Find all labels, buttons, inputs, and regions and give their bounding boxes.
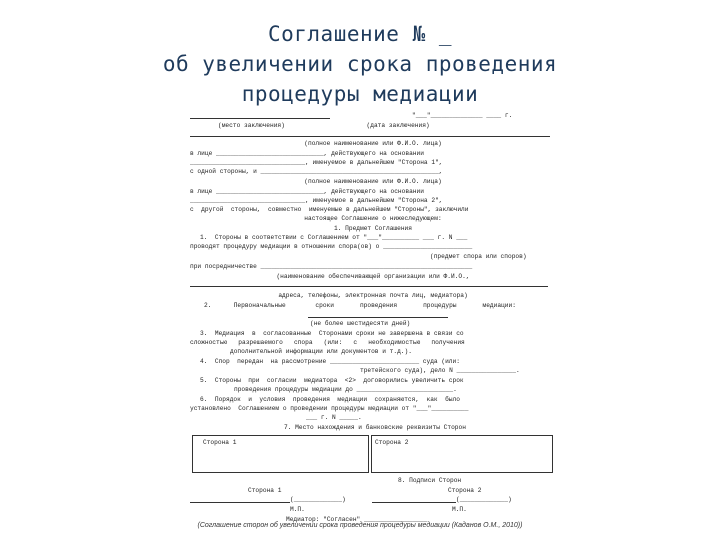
- clause-5: 5. Стороны при согласии медиатора <2> договорились увеличить срок: [200, 377, 464, 384]
- mediation-by: при посредничестве _________________________________________________________: [190, 263, 473, 270]
- signature-party1-name: (_____________): [290, 496, 346, 503]
- clause-3-reason: сложностью разрешаемого спора (или: с необходимостью получения: [190, 339, 465, 346]
- clause-4: 4. Спор передан на рассмотрение ________________________ суда (или:: [200, 358, 460, 365]
- agreement-intro: настоящее Соглашение о нижеследующем:: [304, 215, 442, 222]
- clause-1: 1. Стороны в соответствии с Соглашением от "___"__________ ___ г. N ___: [200, 234, 468, 241]
- title-line-3: процедуры медиации: [241, 82, 479, 106]
- box-party1-label: Сторона 1: [203, 439, 237, 446]
- signature-party1-label: Сторона 1: [248, 487, 282, 494]
- source-caption: (Соглашение сторон об увеличении срока проведения процедуры медиации (Каданов О.М., 2010)): [197, 522, 523, 529]
- stamp-party2: М.П.: [452, 506, 467, 513]
- mediator-line: [190, 286, 548, 287]
- clause-5-term: проведения процедуры медиации до __________________________.: [234, 386, 457, 393]
- clause-3: 3. Медиация в согласованные Сторонами сроки не завершена в связи со: [200, 330, 464, 337]
- clause-4-court: третейского суда), дело N ________________.: [360, 367, 520, 374]
- date-field: "___"______________ ____ г.: [412, 112, 513, 119]
- dispute-hint: (предмет спора или споров): [430, 253, 527, 260]
- section-1-heading: 1. Предмет Соглашения: [334, 225, 412, 232]
- party2-intro: с одной стороны, и ________________________________________________,: [190, 168, 443, 175]
- mediator-contacts-hint: адреса, телефоны, электронная почта лиц, медиатора): [278, 292, 468, 299]
- clause-3-info: дополнительной информации или документов и т.д.).: [230, 348, 412, 355]
- clause-6-num: ___ г. N _____.: [306, 414, 362, 421]
- party2-represented: в лице _____________________________, действующего на основании: [190, 188, 424, 195]
- clause-1-dispute: проводят процедуру медиации в отношении спора(ов) о ________________________: [190, 243, 473, 250]
- clause-2: 2. Первоначальные сроки проведения процедуры медиации:: [204, 302, 516, 309]
- section-8-heading: 8. Подписи Сторон: [398, 477, 462, 484]
- signature-party2-label: Сторона 2: [448, 487, 482, 494]
- party1-represented: в лице _____________________________, действующего на основании: [190, 150, 424, 157]
- party1-name-line: [190, 136, 550, 137]
- box-party2-label: Сторона 2: [375, 439, 409, 446]
- clause-6-ref: установлено Соглашением о проведении процедуры медиации от "___"__________: [190, 405, 469, 412]
- party2-name-hint: (полное наименование или Ф.И.О. лица): [304, 178, 442, 185]
- place-date-hint: (место заключения) (дата заключения): [218, 122, 430, 129]
- party1-name-hint: (полное наименование или Ф.И.О. лица): [304, 140, 442, 147]
- clause-6: 6. Порядок и условия проведения медиации сохраняются, как было: [200, 396, 460, 403]
- section-7-heading: 7. Место нахождения и банковские реквизиты Сторон: [284, 424, 466, 431]
- party2-named: _______________________________, именуемое в дальнейшем "Сторона 2",: [190, 197, 443, 204]
- stamp-party1: М.П.: [290, 506, 305, 513]
- title-line-1: Соглашение № _: [267, 22, 452, 46]
- party1-named: _______________________________, именуемое в дальнейшем "Сторона 1",: [190, 159, 443, 166]
- party2-details-box: [371, 435, 553, 473]
- mediator-org-hint: (наименование обеспечивающей организации или Ф.И.О.,: [276, 273, 470, 280]
- place-line: [190, 118, 330, 119]
- mediator-consent: Медиатор: "Согласен" _________________: [286, 516, 428, 523]
- term-hint: (не более шестидесяти дней): [310, 320, 411, 327]
- party1-details-box: [192, 435, 369, 473]
- signature-party2-name: (_____________): [456, 496, 512, 503]
- signature-party2-line: [372, 502, 456, 503]
- term-line: [308, 317, 448, 318]
- signature-party1-line: [190, 502, 290, 503]
- title-line-2: об увеличении срока проведения: [162, 52, 558, 76]
- parties-clause: с другой стороны, совместно именуемые в дальнейшем "Стороны", заключили: [190, 206, 469, 213]
